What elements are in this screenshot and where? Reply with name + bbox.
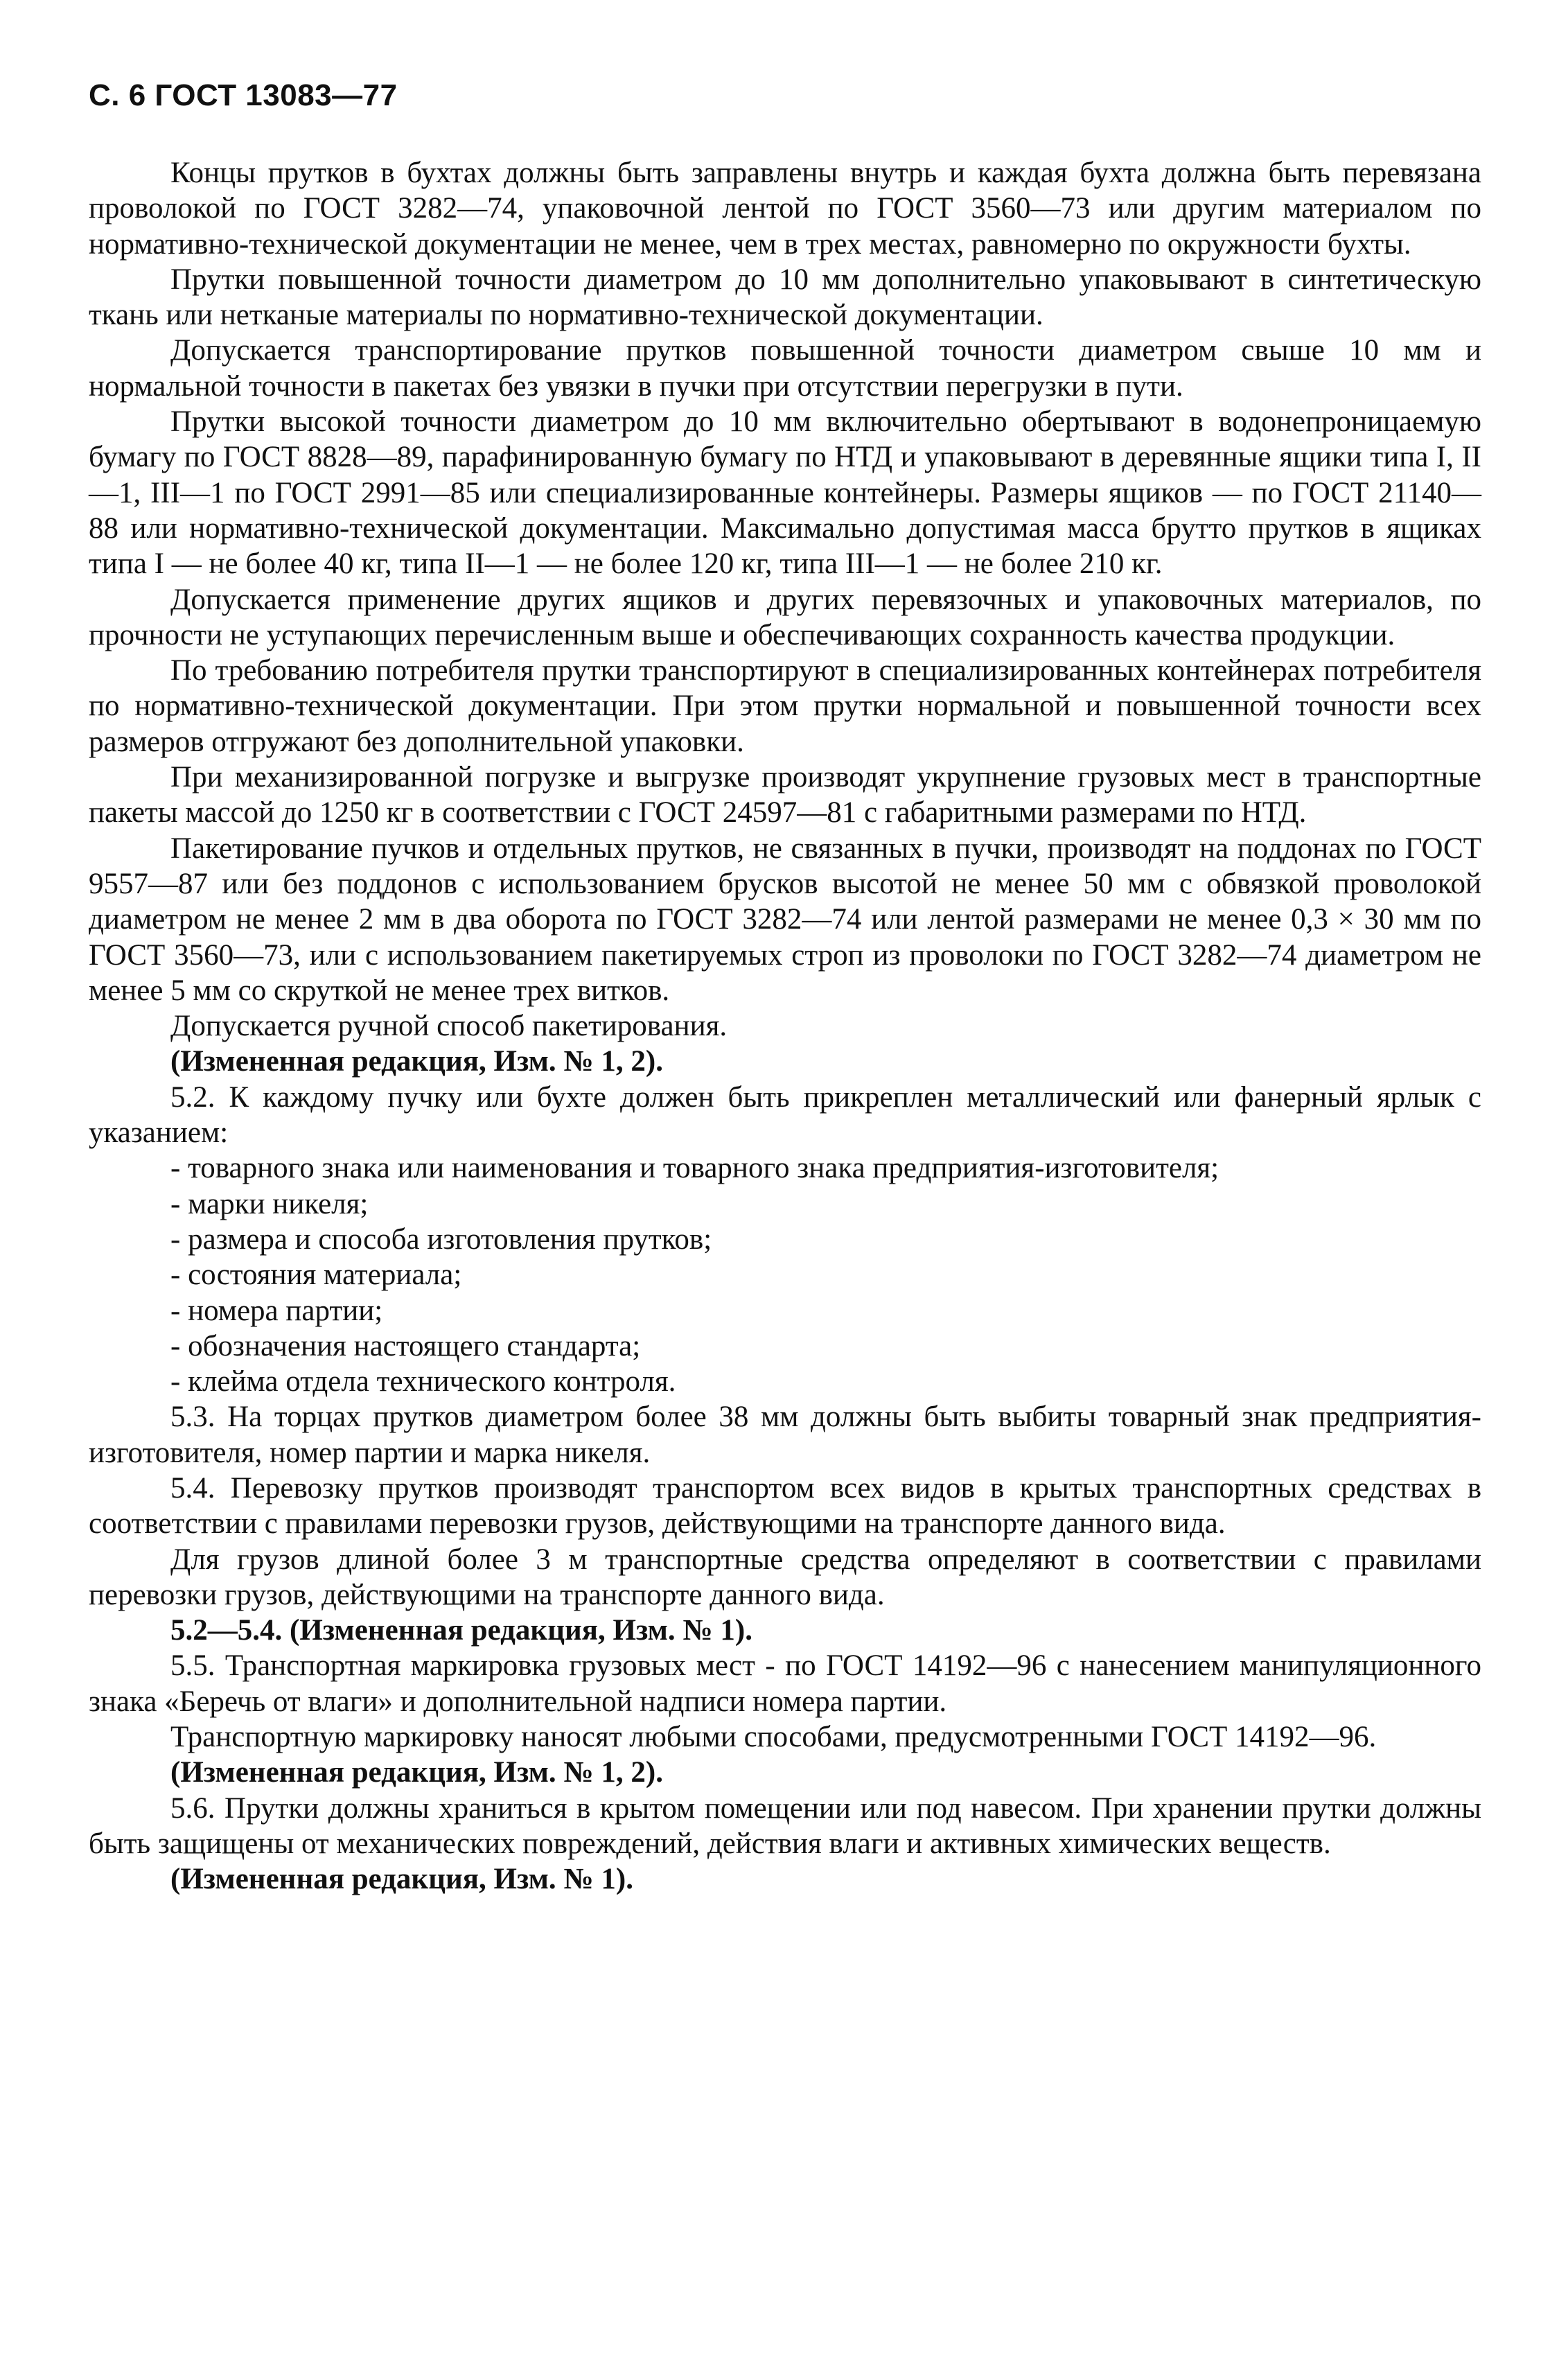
- paragraph-high-precision-wrap: Прутки повышенной точности диаметром до 10 мм дополнительно упаковывают в синтетическую ткань или нетканые материалы по нормативно-технической документации.: [89, 263, 1481, 332]
- clause-5-5: 5.5. Транспортная маркировка грузовых мест - по ГОСТ 14192—96 с нанесением манипуляционного знака «Беречь от влаги» и дополнительной надписи номера партии.: [89, 1649, 1481, 1718]
- clause-5-3: 5.3. На торцах прутков диаметром более 38 мм должны быть выбиты товарный знак предприятия-изготовителя, номер партии и марка никеля.: [89, 1401, 1481, 1469]
- document-page: [89, 76, 1481, 1897]
- list-item: - марки никеля;: [170, 1187, 369, 1220]
- amendment-note: (Измененная редакция, Изм. № 1, 2).: [170, 1756, 663, 1789]
- list-item: - товарного знака или наименования и товарного знака предприятия-изготовителя;: [170, 1152, 1219, 1185]
- list-item: - обозначения настоящего стандарта;: [170, 1329, 641, 1362]
- paragraph-boxes: Прутки высокой точности диаметром до 10 мм включительно обертывают в водонепроницаемую бумагу по ГОСТ 8828—89, парафинированную бумагу по НТД и упаковывают в деревянные ящики типа I, II—1, III—1 по ГОСТ 2991—85 или специализированные контейнеры. Размеры ящиков — по ГОСТ 21140—88 или нормативно-технической документации. Максимально допустимая масса брутто прутков в ящиках типа I — не более 40 кг, типа II—1 — не более 120 кг, типа III—1 — не более 210 кг.: [89, 405, 1481, 581]
- paragraph-marking-methods: Транспортную маркировку наносят любыми способами, предусмотренными ГОСТ 14192—96.: [170, 1721, 1377, 1754]
- amendment-note: (Измененная редакция, Изм. № 1).: [170, 1863, 633, 1896]
- list-item: - клейма отдела технического контроля.: [170, 1365, 676, 1398]
- paragraph-packeting: Пакетирование пучков и отдельных прутков, не связанных в пучки, производят на поддонах по ГОСТ 9557—87 или без поддонов с использованием брусков высотой не менее 50 мм с обвязкой проволокой диаметром не менее 2 мм в два оборота по ГОСТ 3282—74 или лентой размерами не менее 0,3 × 30 мм по ГОСТ 3560—73, или с использованием пакетируемых строп из проволоки по ГОСТ 3282—74 диаметром не менее 5 мм со скруткой не менее трех витков.: [89, 832, 1481, 1007]
- page-header: С. 6 ГОСТ 13083—77: [89, 78, 398, 112]
- paragraph-transport-allowed: Допускается транспортирование прутков повышенной точности диаметром свыше 10 мм и нормальной точности в пакетах без увязки в пучки при отсутствии перегрузки в пути.: [89, 334, 1481, 403]
- paragraph-mechanized-loading: При механизированной погрузке и выгрузке производят укрупнение грузовых мест в транспортные пакеты массой до 1250 кг в соответствии с ГОСТ 24597—81 с габаритными размерами по НТД.: [89, 761, 1481, 830]
- list-item: - номера партии;: [170, 1294, 383, 1327]
- list-item: - состояния материала;: [170, 1259, 462, 1292]
- paragraph-other-materials: Допускается применение других ящиков и других перевязочных и упаковочных материалов, по прочности не уступающих перечисленным выше и обеспечивающих сохранность качества продукции.: [89, 583, 1481, 651]
- clause-5-2: 5.2. К каждому пучку или бухте должен быть прикреплен металлический или фанерный ярлык с указанием:: [89, 1080, 1481, 1150]
- list-item: - размера и способа изготовления прутков;: [170, 1222, 712, 1256]
- paragraph-containers: По требованию потребителя прутки транспортируют в специализированных контейнерах потребителя по нормативно-технической документации. При этом прутки нормальной и повышенной точности всех размеров отгружают без дополнительной упаковки.: [89, 654, 1481, 758]
- paragraph-manual-packeting: Допускается ручной способ пакетирования.: [170, 1010, 728, 1043]
- clause-5-4: 5.4. Перевозку прутков производят транспортом всех видов в крытых транспортных средствах в соответствии с правилами перевозки грузов, действующими на транспорте данного вида.: [89, 1471, 1481, 1541]
- paragraph-coil-packing: Концы прутков в бухтах должны быть заправлены внутрь и каждая бухта должна быть перевязана проволокой по ГОСТ 3282—74, упаковочной лентой по ГОСТ 3560—73 или другим материалом по нормативно-технической документации не менее, чем в трех местах, равномерно по окружности бухты.: [89, 157, 1481, 261]
- paragraph-long-cargo: Для грузов длиной более 3 м транспортные средства определяют в соответствии с правилами перевозки грузов, действующими на транспорте данного вида.: [89, 1543, 1481, 1611]
- amendment-note: 5.2—5.4. (Измененная редакция, Изм. № 1).: [170, 1614, 752, 1647]
- amendment-note: (Измененная редакция, Изм. № 1, 2).: [170, 1045, 663, 1078]
- document-body: [89, 155, 1481, 1897]
- clause-5-6: 5.6. Прутки должны храниться в крытом помещении или под навесом. При хранении прутки должны быть защищены от механических повреждений, действия влаги и активных химических веществ.: [89, 1791, 1481, 1860]
